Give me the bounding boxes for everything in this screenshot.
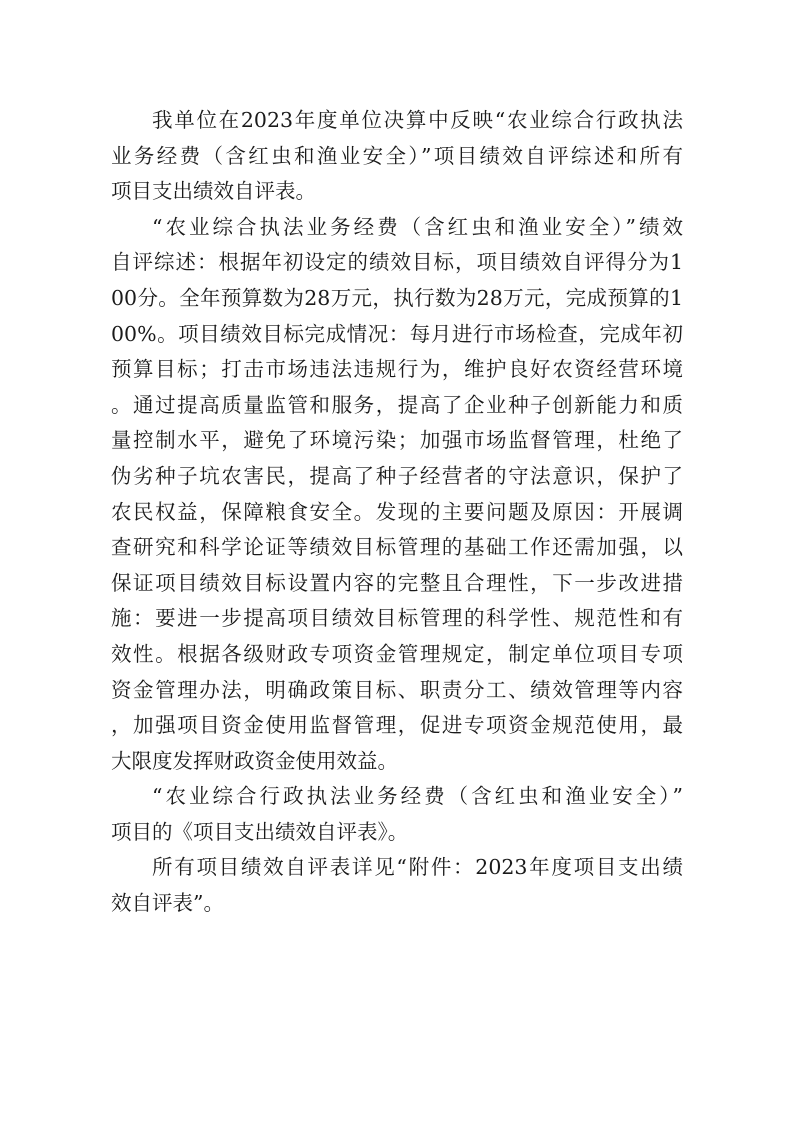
text-line: 预算目标；打击市场违法违规行为，维护良好农资经营环境 xyxy=(111,357,683,382)
paragraph-summary xyxy=(111,210,683,780)
text-line: 资金管理办法，明确政策目标、职责分工、绩效管理等内容 xyxy=(111,677,683,702)
text-line: 00%。项目绩效目标完成情况：每月进行市场检查，完成年初 xyxy=(111,321,683,346)
text-line: 效自评表”。 xyxy=(111,891,224,916)
text-line: 施：要进一步提高项目绩效目标管理的科学性、规范性和有 xyxy=(111,606,683,631)
text-line: 伪劣种子坑农害民，提高了种子经营者的守法意识，保护了 xyxy=(111,463,683,488)
paragraph-attachment xyxy=(111,850,683,921)
text-line: 查研究和科学论证等绩效目标管理的基础工作还需加强，以 xyxy=(111,535,683,560)
document-body xyxy=(111,103,683,922)
text-line: 项目的《项目支出绩效自评表》。 xyxy=(111,819,409,844)
text-line: ，加强项目资金使用监督管理，促进专项资金规范使用，最 xyxy=(111,713,683,738)
paragraph-intro xyxy=(111,103,683,210)
text-line: 业务经费（含红虫和渔业安全）”项目绩效自评综述和所有 xyxy=(111,143,683,168)
paragraph-table-reference xyxy=(111,779,683,850)
text-line: “农业综合执法业务经费（含红虫和渔业安全）”绩效 xyxy=(152,214,683,239)
text-line: 农民权益，保障粮食安全。发现的主要问题及原因：开展调 xyxy=(111,499,683,524)
text-line: 。通过提高质量监管和服务，提高了企业种子创新能力和质 xyxy=(111,392,683,417)
text-line: 大限度发挥财政资金使用效益。 xyxy=(111,748,398,773)
text-line: 效性。根据各级财政专项资金管理规定，制定单位项目专项 xyxy=(111,641,683,666)
text-line: 保证项目绩效目标设置内容的完整且合理性，下一步改进措 xyxy=(111,570,683,595)
text-line: “农业综合行政执法业务经费（含红虫和渔业安全）” xyxy=(152,784,683,809)
text-line: 项目支出绩效自评表。 xyxy=(111,179,316,204)
text-line: 自评综述：根据年初设定的绩效目标，项目绩效自评得分为1 xyxy=(111,250,683,275)
text-line: 我单位在2023年度单位决算中反映“农业综合行政执法 xyxy=(152,108,683,132)
text-line: 所有项目绩效自评表详见“附件：2023年度项目支出绩 xyxy=(152,855,683,880)
text-line: 量控制水平，避免了环境污染；加强市场监督管理，杜绝了 xyxy=(111,428,683,453)
text-line: 00分。全年预算数为28万元，执行数为28万元，完成预算的1 xyxy=(111,285,683,310)
